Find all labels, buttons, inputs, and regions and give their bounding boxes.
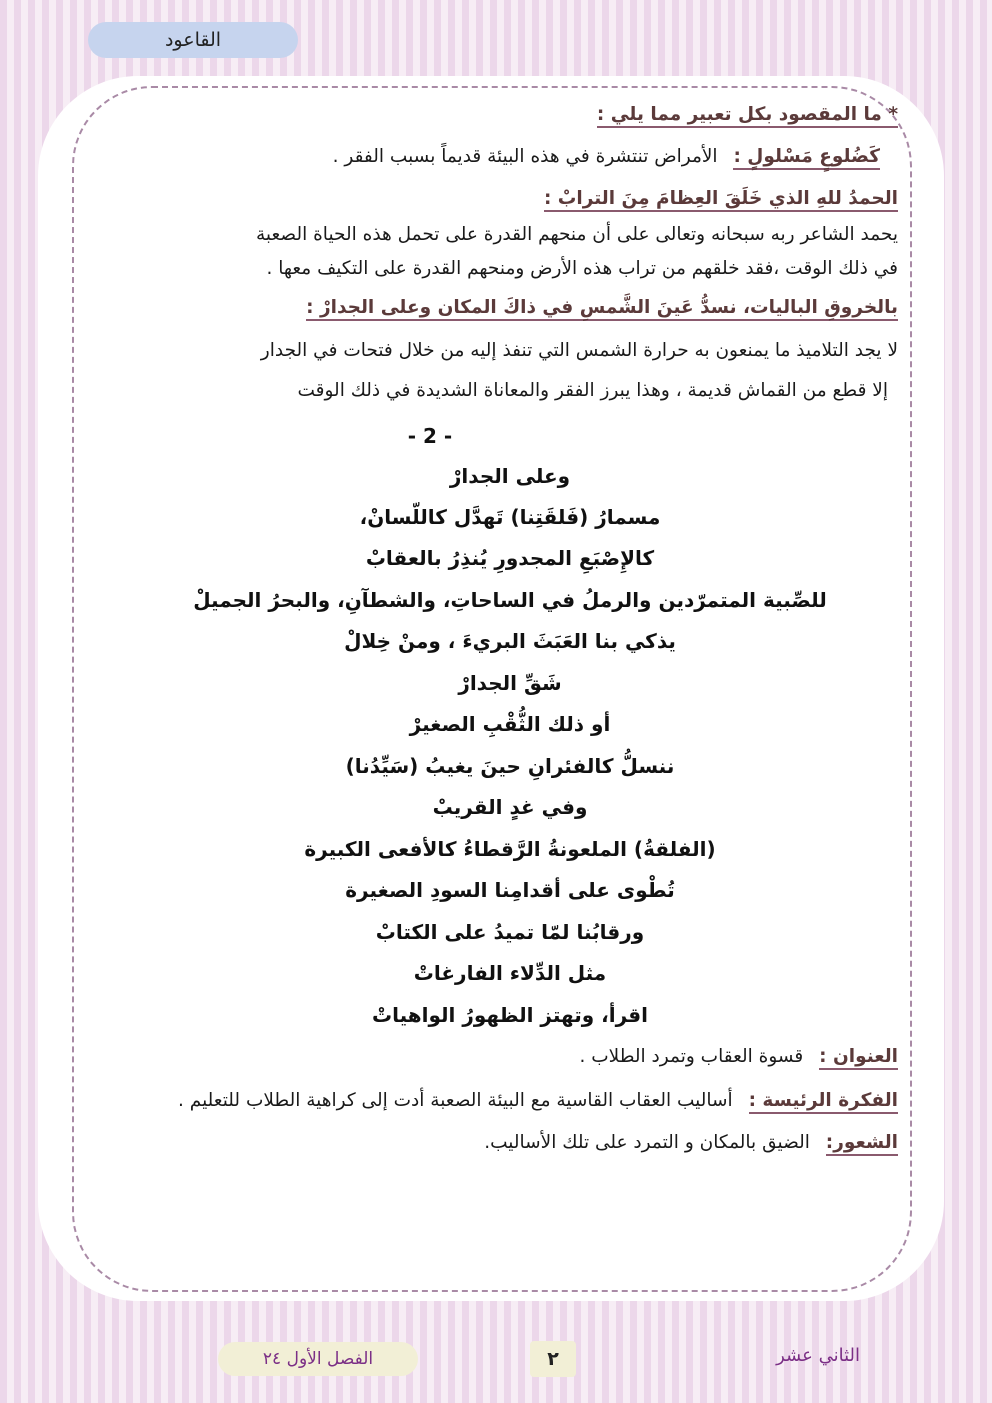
explanation-1 xyxy=(333,146,880,167)
footer-grade: الثاني عشر xyxy=(776,1345,860,1366)
poem-line: اقرأ، وتهتز الظهورُ الواهياتْ xyxy=(372,1003,648,1027)
summary-feeling xyxy=(484,1132,898,1153)
poem-line: تُطْوى على أقدامِنا السودِ الصغيرة xyxy=(345,878,675,902)
poem-line: كالإِصْبَعِ المجدورِ يُنذِرُ بالعقابْ xyxy=(365,546,655,570)
title-label: العنوان : xyxy=(819,1046,898,1070)
summary-idea xyxy=(178,1090,898,1111)
poem-line: وفي غدٍ القريبْ xyxy=(432,795,588,819)
poem-line: أو ذلك الثُّقْبِ الصغيرْ xyxy=(409,712,611,736)
feeling-value: الضيق بالمكان و التمرد على تلك الأساليب. xyxy=(484,1132,810,1153)
poem-line: مثل الدِّلاء الفارغاتْ xyxy=(413,961,607,985)
header-title: القاعود xyxy=(88,22,298,58)
term-3: بالخروقِ الباليات، نسدُّ عَينَ الشَّمسِ في ذاكَ المكان وعلى الجدارْ : xyxy=(306,297,898,321)
explanation-3-line-2: إلا قطع من القماش قديمة ، وهذا يبرز الفقر والمعاناة الشديدة في ذلك الوقت xyxy=(297,380,888,401)
poem-line: شَقِّ الجدارْ xyxy=(458,671,562,695)
term-2: الحمدُ للهِ الذي خَلَقَ العِظامَ مِنَ الترابْ : xyxy=(544,188,898,212)
explanation-2-line-1: يحمد الشاعر ربه سبحانه وتعالى على أن منحهم القدرة على تحمل هذه الحياة الصعبة xyxy=(255,224,898,245)
poem-line: يذكي بنا العَبَثَ البريءَ ، ومنْ خِلالْ xyxy=(344,629,676,653)
explanation-2-term xyxy=(544,188,898,209)
explanation-2-line-2: في ذلك الوقت ،فقد خلقهم من تراب هذه الأرض ومنحهم القدرة على التكيف معها . xyxy=(266,258,898,279)
poem-line: وعلى الجدارْ xyxy=(449,464,571,488)
poem-line: مسمارُ (فَلقَتِنا) تَهدَّل كاللّسانْ، xyxy=(359,505,661,529)
explanation-3-term xyxy=(306,297,898,318)
poem-line: للصِّبية المتمرّدين والرملُ في الساحاتِ، والشطآنِ، والبحرُ الجميلْ xyxy=(193,588,827,612)
question-heading xyxy=(597,104,898,125)
idea-value: أساليب العقاب القاسية مع البيئة الصعبة أدت إلى كراهية الطلاب للتعليم . xyxy=(178,1090,733,1111)
explanation-3-line-1: لا يجد التلاميذ ما يمنعون به حرارة الشمس التي تنفذ إليه من خلال فتحات في الجدار xyxy=(260,340,898,361)
section-number: - 2 - xyxy=(407,424,453,448)
term-1: كَضُلوعٍ مَسْلولٍ : xyxy=(733,146,880,170)
question-text: * ما المقصود بكل تعبير مما يلي : xyxy=(597,104,898,128)
explanation-1-text: الأمراض تنتشرة في هذه البيئة قديماً بسبب الفقر . xyxy=(332,146,718,167)
title-value: قسوة العقاب وتمرد الطلاب . xyxy=(579,1046,804,1067)
summary-title xyxy=(580,1046,899,1067)
idea-label: الفكرة الرئيسة : xyxy=(749,1090,898,1114)
feeling-label: الشعور: xyxy=(826,1132,898,1156)
footer-term: الفصل الأول ٢٤ xyxy=(218,1342,418,1376)
poem-line: (الفلقةُ) الملعونةُ الرَّقطاءُ كالأفعى الكبيرة xyxy=(304,837,716,861)
poem-line: ننسلُّ كالفئرانِ حينَ يغيبُ (سَيِّدُنا) xyxy=(345,754,675,778)
poem-line: ورقابُنا لمّا تميدُ على الكتابْ xyxy=(375,920,645,944)
page-number: ٢ xyxy=(530,1341,576,1377)
